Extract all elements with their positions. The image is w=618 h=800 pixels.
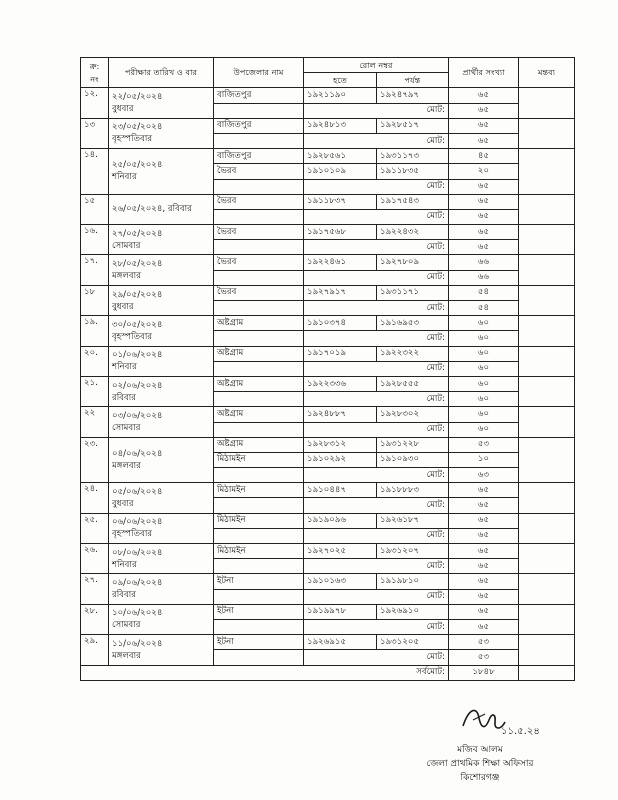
roll-to-cell: ১৯২৪৭৯৭ [377,88,449,103]
roll-to-cell: ১৯২৮৫১৭ [377,118,449,133]
table-row [81,255,575,270]
table-row [81,88,575,103]
exam-day: বৃহস্পতিবার [112,134,153,145]
header-upazila: উপজেলার নাম [214,58,304,88]
roll-from-cell: ১৯১৯৯৭৮ [304,604,377,619]
subtotal-value: ৬৫ [449,528,519,543]
header-row [81,58,575,73]
header-date: পরীক্ষার তারিখ ও বার [109,58,214,88]
roll-to-cell: ১৯২২৪৩২ [377,225,449,240]
subtotal-spacer [214,361,304,376]
table-row [81,574,575,589]
subtotal-value: ৬৫ [449,179,519,194]
remarks-cell [519,574,575,604]
subtotal-spacer [214,331,304,346]
count-cell: ৬৫ [449,118,519,133]
roll-from-cell: ১৯১৭০১৯ [304,346,377,361]
exam-day: সোমবার [112,423,141,433]
upazila-cell: অষ্টগ্রাম [214,316,304,331]
subtotal-label: মোট: [304,209,449,224]
subtotal-label: মোট: [304,422,449,437]
subtotal-value: ৬৫ [449,559,519,574]
upazila-cell: ইটনা [214,574,304,589]
count-cell: ২০ [449,164,519,179]
count-cell: ৬৬ [449,255,519,270]
upazila-cell: অষ্টগ্রাম [214,407,304,422]
upazila-cell: অষ্টগ্রাম [214,376,304,391]
roll-from-cell: ১৯২৬৯১৫ [304,635,377,650]
serial-cell: ২৩. [81,437,109,483]
remarks-cell [519,635,575,665]
date-cell [109,574,214,604]
table-row [81,544,575,559]
serial-cell: ১৪. [81,149,109,195]
count-cell: ৬৫ [449,604,519,619]
subtotal-value: ৬৫ [449,498,519,513]
exam-date: ০৩/০৬/২০২৪ [112,411,163,421]
subtotal-label: মোট: [304,559,449,574]
roll-to-cell: ১৯২৭৮০৯ [377,255,449,270]
roll-from-cell: ১৯১০১০৯ [304,164,377,179]
date-cell [109,316,214,346]
roll-from-cell: ১৯২৭৯১৭ [304,285,377,300]
exam-date: ২৩/০৫/২০২৪ [112,122,163,133]
count-cell: ১০ [449,452,519,467]
subtotal-spacer [214,133,304,148]
subtotal-label: মোট: [304,179,449,194]
remarks-cell [519,316,575,346]
remarks-cell [519,437,575,483]
table-row [81,225,575,240]
count-cell: ৬৫ [449,513,519,528]
remarks-cell [519,225,575,255]
roll-from-cell: ১৯১০৩৭৪ [304,316,377,331]
upazila-cell: মিঠামইন [214,513,304,528]
date-cell [109,255,214,285]
table-row [81,346,575,361]
signatory-place: কিশোরগঞ্জ [460,773,500,783]
serial-cell: ১৬. [81,225,109,255]
signatory-title: জেলা প্রাথমিক শিক্ষা অফিসার [426,759,534,769]
roll-to-cell: ১৯৩১২০৫ [377,635,449,650]
table-body [81,88,575,665]
roll-from-cell: ১৯১০২৯২ [304,452,377,467]
roll-to-cell: ১৯২২৩২২ [377,346,449,361]
header-roll-from: হতে [304,73,377,88]
subtotal-label: মোট: [304,589,449,604]
date-cell [109,376,214,406]
subtotal-spacer [214,589,304,604]
upazila-cell: বাজিতপুর [214,88,304,103]
subtotal-spacer [214,528,304,543]
exam-day: রবিবার [112,590,136,601]
serial-cell: ২৪. [81,483,109,513]
count-cell: ৬০ [449,376,519,391]
roll-to-cell: ১৯১৯৮১০ [377,574,449,589]
count-cell: ৪৫ [449,149,519,164]
subtotal-label: মোট: [304,270,449,285]
remarks-cell [519,376,575,406]
date-cell [109,513,214,543]
exam-date: ০৪/০৬/২০২৪ [112,448,163,459]
subtotal-label: মোট: [304,468,449,483]
upazila-cell: ভৈরব [214,255,304,270]
roll-from-cell: ১৯২৪৮১৩ [304,118,377,133]
roll-to-cell: ১৯১৮৮৮৩ [377,483,449,498]
subtotal-label: মোট: [304,650,449,665]
subtotal-spacer [214,498,304,513]
serial-cell: ২৫. [81,513,109,543]
count-cell: ৬০ [449,346,519,361]
roll-to-cell: ১৯১৭৫৪৩ [377,194,449,209]
roll-to-cell: ১৯১৬৯৫৩ [377,316,449,331]
subtotal-spacer [214,179,304,194]
roll-from-cell: ১৯২৪৮৮৭ [304,407,377,422]
roll-to-cell: ১৯১০৯৩০ [377,452,449,467]
count-cell: ৬০ [449,316,519,331]
upazila-cell: ভৈরব [214,285,304,300]
exam-day: বুধবার [112,104,134,115]
subtotal-spacer [214,650,304,665]
exam-schedule-table [80,57,575,681]
count-cell: ৬০ [449,407,519,422]
roll-to-cell: ১৯৩১২০৭ [377,544,449,559]
subtotal-value: ৬৫ [449,209,519,224]
signature-date: ১১.৫.২৪ [501,726,540,737]
remarks-cell [519,483,575,513]
upazila-cell: ভৈরব [214,225,304,240]
serial-cell: ১৭. [81,255,109,285]
count-cell: ৬৫ [449,88,519,103]
header-serial: ক্র: নং [81,58,109,88]
date-cell [109,88,214,118]
subtotal-spacer [214,422,304,437]
subtotal-label: মোট: [304,528,449,543]
serial-cell: ১২. [81,88,109,118]
serial-cell: ১৮ [81,285,109,315]
header-remarks: মন্তব্য [519,58,575,88]
table-row [81,513,575,528]
table-row [81,407,575,422]
exam-date: ২৭/০৫/২০২৪ [112,228,163,239]
exam-day: বুধবার [112,498,134,509]
remarks-cell [519,544,575,574]
exam-date: ১০/০৬/২০২৪ [112,608,163,619]
serial-cell: ১৯. [81,316,109,346]
exam-date: ২৬/০৫/২০২৪, রবিবার [112,204,192,215]
table-row [81,194,575,209]
subtotal-value: ৬০ [449,392,519,407]
exam-day: মঙ্গলবার [112,271,141,282]
exam-day: সোমবার [112,240,141,251]
table-row [81,635,575,650]
remarks-cell [519,118,575,148]
roll-from-cell: ১৯২৮৩১২ [304,437,377,452]
exam-day: বৃহস্পতিবার [112,529,153,540]
roll-to-cell: ১৯৩১১৭১ [377,285,449,300]
exam-date: ০৯/০৬/২০২৪ [112,578,163,589]
serial-cell: ২০. [81,346,109,376]
roll-from-cell: ১৯২২৩৩৬ [304,376,377,391]
table-row [81,376,575,391]
table-row [81,316,575,331]
count-cell: ৬৫ [449,483,519,498]
subtotal-spacer [214,619,304,634]
serial-cell: ২৭. [81,574,109,604]
date-cell [109,346,214,376]
exam-date: ০১/০৬/২০২৪ [112,350,163,361]
exam-date: ০৫/০৬/২০২৪ [112,486,163,497]
subtotal-label: মোট: [304,240,449,255]
exam-date: ৩০/০৫/২০২৪ [112,319,163,330]
roll-from-cell: ১৯১১৮৩৭ [304,194,377,209]
remarks-cell [519,407,575,437]
subtotal-value: ৫৩ [449,650,519,665]
grand-total-row [81,665,575,680]
upazila-cell: ভৈরব [214,194,304,209]
subtotal-value: ৬০ [449,331,519,346]
roll-to-cell: ১৯৩১১৭৩ [377,149,449,164]
roll-to-cell: ১৯২৬৯১০ [377,604,449,619]
subtotal-spacer [214,392,304,407]
subtotal-spacer [214,468,304,483]
exam-day: শনিবার [112,172,137,183]
remarks-cell [519,88,575,118]
count-cell: ৬৫ [449,574,519,589]
roll-from-cell: ১৯২২৪৬১ [304,255,377,270]
remarks-cell [519,149,575,195]
exam-day: বৃহস্পতিবার [112,331,153,342]
exam-date: ০৮/০৬/২০২৪ [112,547,163,558]
date-cell [109,118,214,148]
subtotal-label: মোট: [304,498,449,513]
remarks-cell [519,513,575,543]
count-cell: ৬৫ [449,225,519,240]
roll-from-cell: ১৯১০৪৪৭ [304,483,377,498]
exam-date: ২২/০৫/২০২৪ [112,92,163,103]
upazila-cell: বাজিতপুর [214,149,304,164]
subtotal-label: মোট: [304,133,449,148]
signatory-name: মজিব আলম [457,745,503,755]
count-cell: ৫৩ [449,635,519,650]
remarks-cell [519,194,575,224]
table-row [81,118,575,133]
roll-to-cell: ১৯১১৮৩৫ [377,164,449,179]
date-cell [109,544,214,574]
serial-cell: ২৮. [81,604,109,634]
exam-date: ২৮/০৫/২০২৪ [112,259,163,270]
roll-to-cell: ১৯২৮৩০২ [377,407,449,422]
roll-to-cell: ১৯৩১২২৮ [377,437,449,452]
upazila-cell: ইটনা [214,635,304,650]
subtotal-label: মোট: [304,301,449,316]
upazila-cell: অষ্টগ্রাম [214,437,304,452]
upazila-cell: মিঠামইন [214,544,304,559]
roll-from-cell: ১৯১৯০৯৬ [304,513,377,528]
exam-day: মঙ্গলবার [112,650,141,661]
serial-cell: ২৯. [81,635,109,665]
exam-date: ১১/০৬/২০২৪ [112,638,163,649]
table-row [81,604,575,619]
subtotal-value: ৬৫ [449,589,519,604]
date-cell [109,194,214,224]
upazila-cell: মিঠামইন [214,483,304,498]
subtotal-value: ৬০ [449,422,519,437]
exam-date: ০৬/০৬/২০২৪ [112,517,163,528]
subtotal-value: ৫৪ [449,301,519,316]
subtotal-value: ৬৫ [449,240,519,255]
date-cell [109,604,214,634]
subtotal-value: ৬৬ [449,270,519,285]
table-row [81,285,575,300]
roll-to-cell: ১৯২৬১৮৭ [377,513,449,528]
upazila-cell: ইটনা [214,604,304,619]
exam-date: ২৯/০৫/২০২৪ [112,289,163,300]
signature-image [455,700,540,740]
count-cell: ৬৫ [449,544,519,559]
upazila-cell: মিঠামইন [214,452,304,467]
remarks-cell [519,604,575,634]
exam-date: ০২/০৬/২০২৪ [112,380,163,391]
roll-from-cell: ১৯১০১৬৩ [304,574,377,589]
count-cell: ৬৫ [449,194,519,209]
remarks-cell [519,665,575,680]
roll-from-cell: ১৯২১১৯০ [304,88,377,103]
subtotal-label: মোট: [304,619,449,634]
upazila-cell: অষ্টগ্রাম [214,346,304,361]
table-row [81,149,575,164]
upazila-cell: ভৈরব [214,164,304,179]
date-cell [109,225,214,255]
subtotal-label: মোট: [304,331,449,346]
date-cell [109,407,214,437]
count-cell: ৫৪ [449,285,519,300]
serial-cell: ১৫ [81,194,109,224]
exam-date: ২৫/০৫/২০২৪ [112,160,163,171]
exam-day: শনিবার [112,362,137,373]
exam-day: বুধবার [112,301,134,312]
remarks-cell [519,285,575,315]
subtotal-label: মোট: [304,392,449,407]
roll-from-cell: ১৯২৮৫৬১ [304,149,377,164]
exam-day: রবিবার [112,392,136,403]
header-count: প্রার্থীর সংখ্যা [449,58,519,88]
date-cell [109,437,214,483]
subtotal-value: ৬৫ [449,133,519,148]
remarks-cell [519,255,575,285]
serial-cell: ১৩ [81,118,109,148]
header-roll: রোল নম্বর [304,58,449,73]
date-cell [109,483,214,513]
date-cell [109,635,214,665]
date-cell [109,285,214,315]
exam-day: সোমবার [112,620,141,631]
table-row [81,437,575,452]
signatory-block [380,743,580,785]
serial-cell: ২১. [81,376,109,406]
date-cell [109,149,214,195]
subtotal-value: ৬৫ [449,619,519,634]
subtotal-spacer [214,301,304,316]
subtotal-spacer [214,209,304,224]
roll-from-cell: ১৯২৭০২৫ [304,544,377,559]
subtotal-spacer [214,103,304,118]
subtotal-spacer [214,270,304,285]
header-roll-to: পর্যন্ত [377,73,449,88]
table-row [81,483,575,498]
subtotal-value: ৬৩ [449,468,519,483]
subtotal-label: মোট: [304,103,449,118]
count-cell: ৫৩ [449,437,519,452]
exam-day: শনিবার [112,559,137,570]
subtotal-spacer [214,559,304,574]
upazila-cell: বাজিতপুর [214,118,304,133]
serial-cell: ২৬. [81,544,109,574]
remarks-cell [519,346,575,376]
subtotal-value: ৬৫ [449,103,519,118]
roll-from-cell: ১৯১৭৫৬৮ [304,225,377,240]
subtotal-spacer [214,240,304,255]
grand-total-value: ১৮৪৮ [449,665,519,680]
subtotal-label: মোট: [304,361,449,376]
subtotal-value: ৬০ [449,361,519,376]
exam-day: মঙ্গলবার [112,460,141,471]
roll-to-cell: ১৯২৮৫৫৫ [377,376,449,391]
serial-cell: ২২ [81,407,109,437]
grand-total-label: সর্বমোট: [81,665,449,680]
